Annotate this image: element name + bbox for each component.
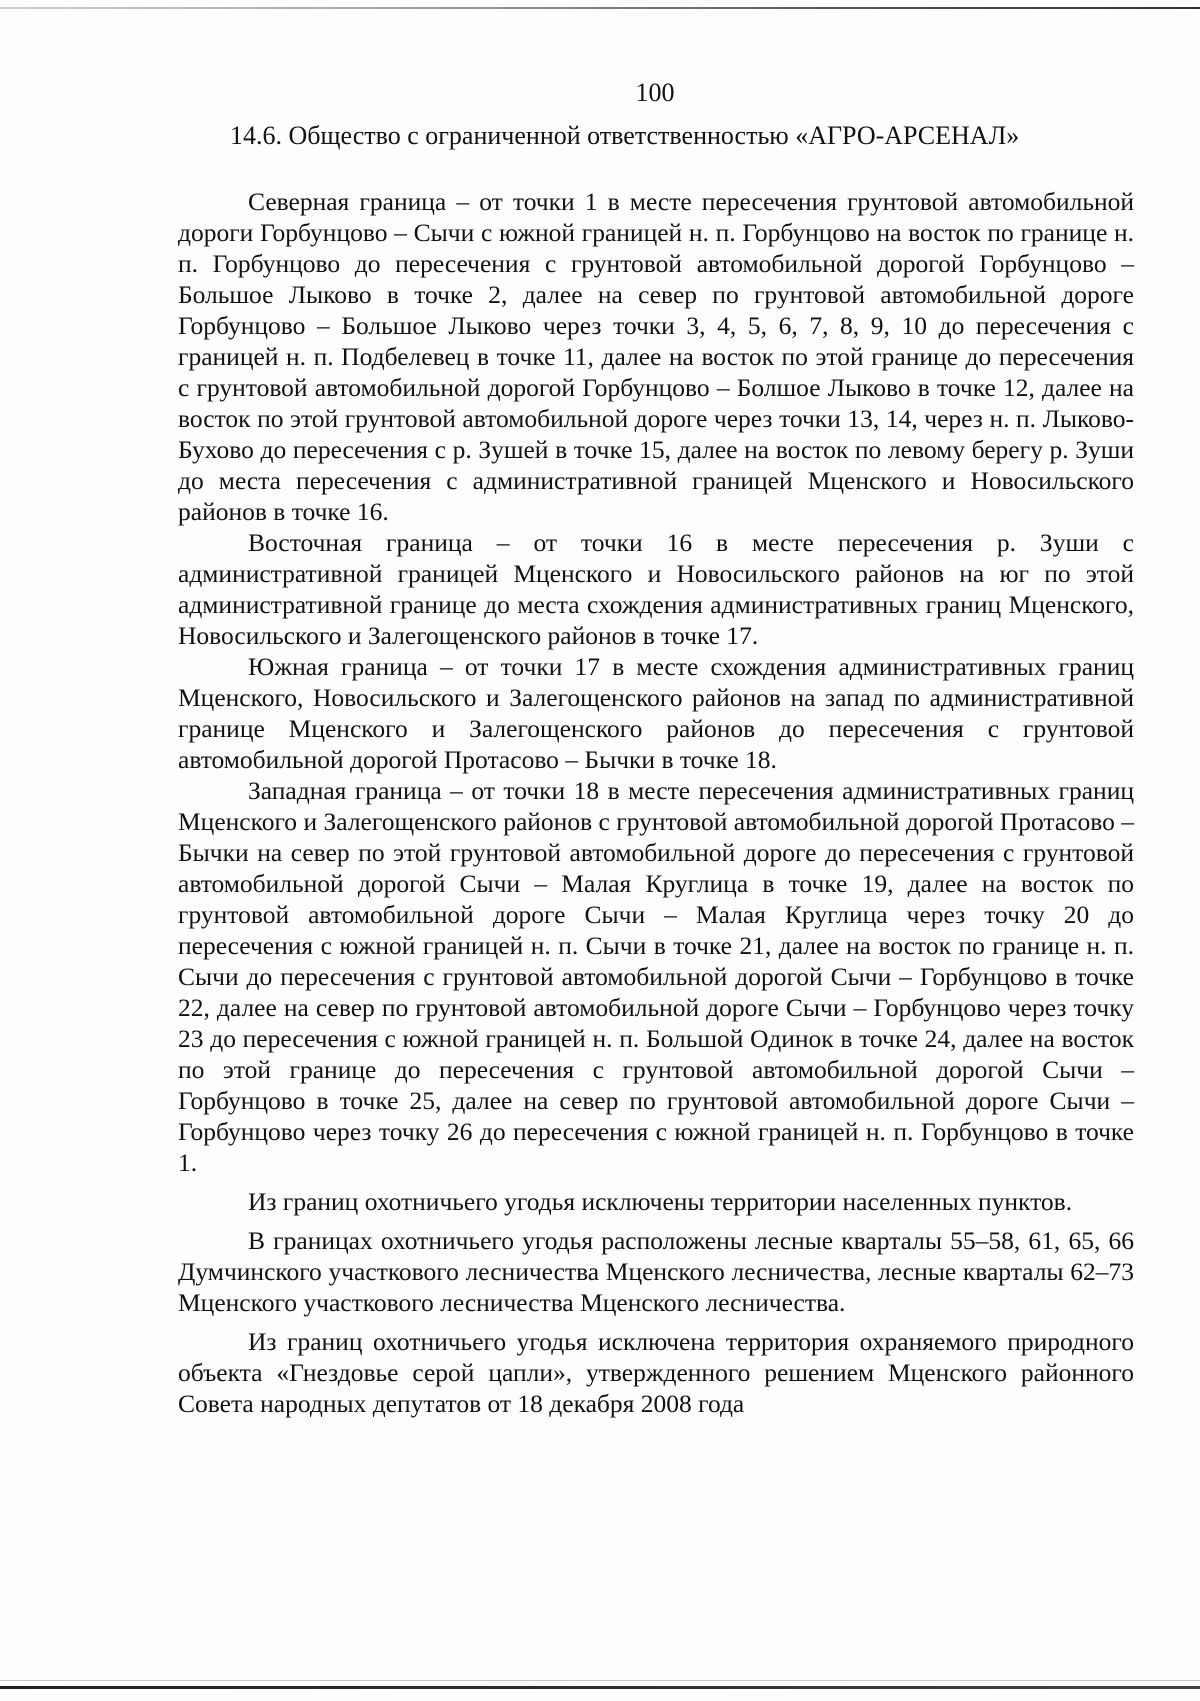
- section-title: 14.6. Общество с ограниченной ответственностью «АГРО-АРСЕНАЛ»: [230, 121, 1020, 150]
- paragraph-excluded-settlements: Из границ охотничьего угодья исключены территории населенных пунктов.: [248, 1187, 1073, 1216]
- paragraph-protected-object: Из границ охотничьего угодья исключена территория охраняемого природного объекта «Гнездовье серой цапли», утвержденного решением Мценского районного Совета народных депутатов от 18 декабря 2008 года: [178, 1327, 1134, 1418]
- scan-edge-bottom-faint: [0, 1680, 1200, 1681]
- paragraph-east-boundary: Восточная граница – от точки 16 в месте пересечения р. Зуши с административной границей Мценского и Новосильского районов на юг по этой административной границе до места схождения административных границ Мценского, Новосильского и Залегощенского районов в точке 17.: [178, 528, 1134, 650]
- paragraph-south-boundary: Южная граница – от точки 17 в месте схождения административных границ Мценского, Новосильского и Залегощенского районов на запад по административной границе Мценского и Залегощенского районов до пересечения с грунтовой автомобильной дорогой Протасово – Бычки в точке 18.: [178, 652, 1134, 774]
- scan-edge-bottom: [0, 1686, 1200, 1689]
- body-text: [178, 186, 1134, 1419]
- paragraph-north-boundary: Северная граница – от точки 1 в месте пересечения грунтовой автомобильной дороги Горбунцово – Сычи с южной границей н. п. Горбунцово на восток по границе н. п. Горбунцово до пересечения с грунтовой автомобильной дорогой Горбунцово – Большое Лыково в точке 2, далее на север по грунтовой автомобильной дороге Горбунцово – Большое Лыково через точки 3, 4, 5, 6, 7, 8, 9, 10 до пересечения с границей н. п. Подбелевец в точке 11, далее на восток по этой границе до пересечения с грунтовой автомобильной дорогой Горбунцово – Болшое Лыково в точке 12, далее на восток по этой грунтовой автомобильной дороге через точки 13, 14, через н. п. Лыково-Бухово до пересечения с р. Зушей в точке 15, далее на восток по левому берегу р. Зуши до места пересечения с административной границей Мценского и Новосильского районов в точке 16.: [178, 187, 1134, 526]
- scan-edge-top: [0, 7, 1200, 9]
- paragraph-forest-quarters: В границах охотничьего угодья расположены лесные кварталы 55–58, 61, 65, 66 Думчинского участкового лесничества Мценского лесничества, лесные кварталы 62–73 Мценского участкового лесничества Мценского лесничества.: [178, 1226, 1134, 1317]
- page-number: 100: [635, 78, 675, 107]
- paragraph-west-boundary: Западная граница – от точки 18 в месте пересечения административных границ Мценского и Залегощенского районов с грунтовой автомобильной дорогой Протасово – Бычки на север по этой грунтовой автомобильной дороге до пересечения с грунтовой автомобильной дорогой Сычи – Малая Круглица в точке 19, далее на восток по грунтовой автомобильной дороге Сычи – Малая Круглица через точку 20 до пересечения с южной границей н. п. Сычи в точке 21, далее на восток по границе н. п. Сычи до пересечения с грунтовой автомобильной дорогой Сычи – Горбунцово в точке 22, далее на север по грунтовой автомобильной дороге Сычи – Горбунцово через точку 23 до пересечения с южной границей н. п. Большой Одинок в точке 24, далее на восток по этой границе до пересечения с грунтовой автомобильной дорогой Сычи – Горбунцово в точке 25, далее на север по грунтовой автомобильной дороге Сычи – Горбунцово через точку 26 до пересечения с южной границей н. п. Горбунцово в точке 1.: [178, 776, 1134, 1177]
